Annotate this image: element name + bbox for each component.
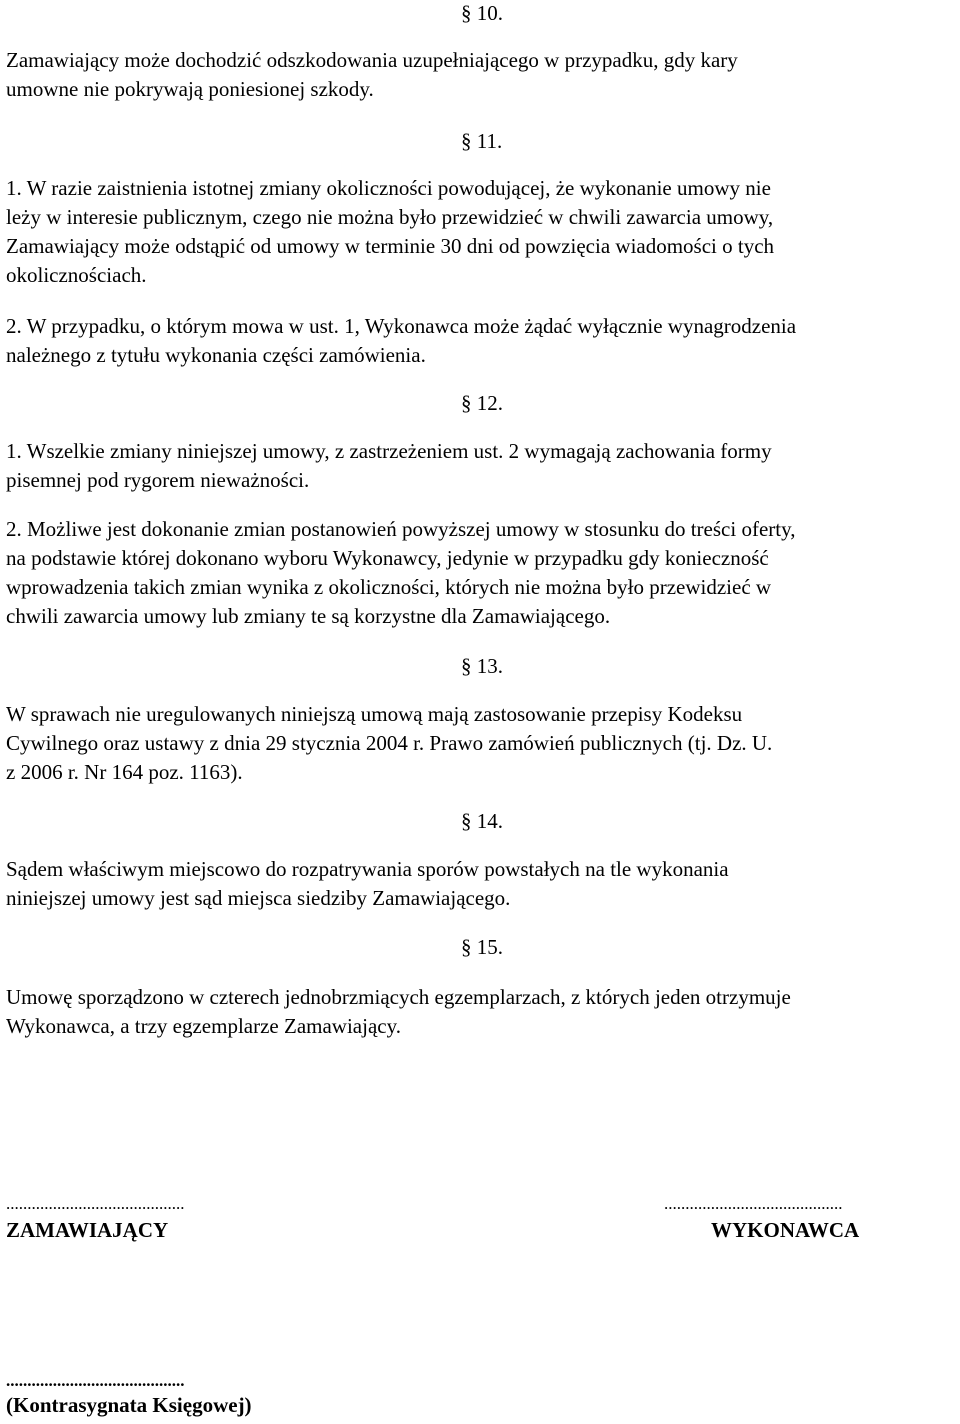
signature-line-ksiegowa: .......................................... (6, 1371, 185, 1390)
section-12-line-2: pisemnej pod rygorem nieważności. (6, 468, 310, 492)
section-12-heading: § 12. (461, 391, 503, 415)
section-11-line-1: 1. W razie zaistnienia istotnej zmiany okoliczności powodującej, że wykonanie umowy nie (6, 176, 771, 200)
section-12-line-6: chwili zawarcia umowy lub zmiany te są korzystne dla Zamawiającego. (6, 604, 611, 628)
section-11-heading: § 11. (461, 129, 503, 153)
section-12-line-1: 1. Wszelkie zmiany niniejszej umowy, z zastrzeżeniem ust. 2 wymagają zachowania formy (6, 439, 772, 463)
section-13-heading: § 13. (461, 654, 503, 678)
section-14-heading: § 14. (461, 809, 503, 833)
section-14-line-2: niniejszej umowy jest sąd miejsca siedziby Zamawiającego. (6, 886, 511, 910)
label-kontrasygnata: (Kontrasygnata Księgowej) (6, 1393, 252, 1417)
section-11-line-3: Zamawiający może odstąpić od umowy w terminie 30 dni od powzięcia wiadomości o tych (6, 234, 775, 258)
section-11-line-5: 2. W przypadku, o którym mowa w ust. 1, Wykonawca może żądać wyłącznie wynagrodzenia (6, 314, 797, 338)
label-zamawiajacy: ZAMAWIAJĄCY (6, 1218, 169, 1242)
section-15-heading: § 15. (461, 935, 503, 959)
section-13-line-3: z 2006 r. Nr 164 poz. 1163). (6, 760, 243, 784)
section-13-line-1: W sprawach nie uregulowanych niniejszą umową mają zastosowanie przepisy Kodeksu (6, 702, 743, 726)
section-10-line-1: Zamawiający może dochodzić odszkodowania uzupełniającego w przypadku, gdy kary (6, 48, 738, 72)
section-11-line-2: leży w interesie publicznym, czego nie można było przewidzieć w chwili zawarcia umowy, (6, 205, 774, 229)
section-11-line-6: należnego z tytułu wykonania części zamówienia. (6, 343, 426, 367)
section-12-line-4: na podstawie której dokonano wyboru Wykonawcy, jedynie w przypadku gdy konieczność (6, 546, 769, 570)
label-wykonawca: WYKONAWCA (711, 1218, 860, 1242)
section-15-line-2: Wykonawca, a trzy egzemplarze Zamawiający. (6, 1014, 401, 1038)
signature-line-wykonawca: .......................................... (664, 1194, 843, 1213)
section-12-line-5: wprowadzenia takich zmian wynika z okoliczności, których nie można było przewidzieć w (6, 575, 772, 599)
section-10-line-2: umowne nie pokrywają poniesionej szkody. (6, 77, 374, 101)
section-11-line-4: okolicznościach. (6, 263, 147, 287)
section-10-heading: § 10. (461, 1, 503, 25)
section-13-line-2: Cywilnego oraz ustawy z dnia 29 stycznia 2004 r. Prawo zamówień publicznych (tj. Dz. U. (6, 731, 773, 755)
section-14-line-1: Sądem właściwym miejscowo do rozpatrywania sporów powstałych na tle wykonania (6, 857, 729, 881)
section-12-line-3: 2. Możliwe jest dokonanie zmian postanowień powyższej umowy w stosunku do treści oferty, (6, 517, 796, 541)
signature-line-zamawiajacy: .......................................... (6, 1194, 185, 1213)
section-15-line-1: Umowę sporządzono w czterech jednobrzmiących egzemplarzach, z których jeden otrzymuje (6, 985, 791, 1009)
